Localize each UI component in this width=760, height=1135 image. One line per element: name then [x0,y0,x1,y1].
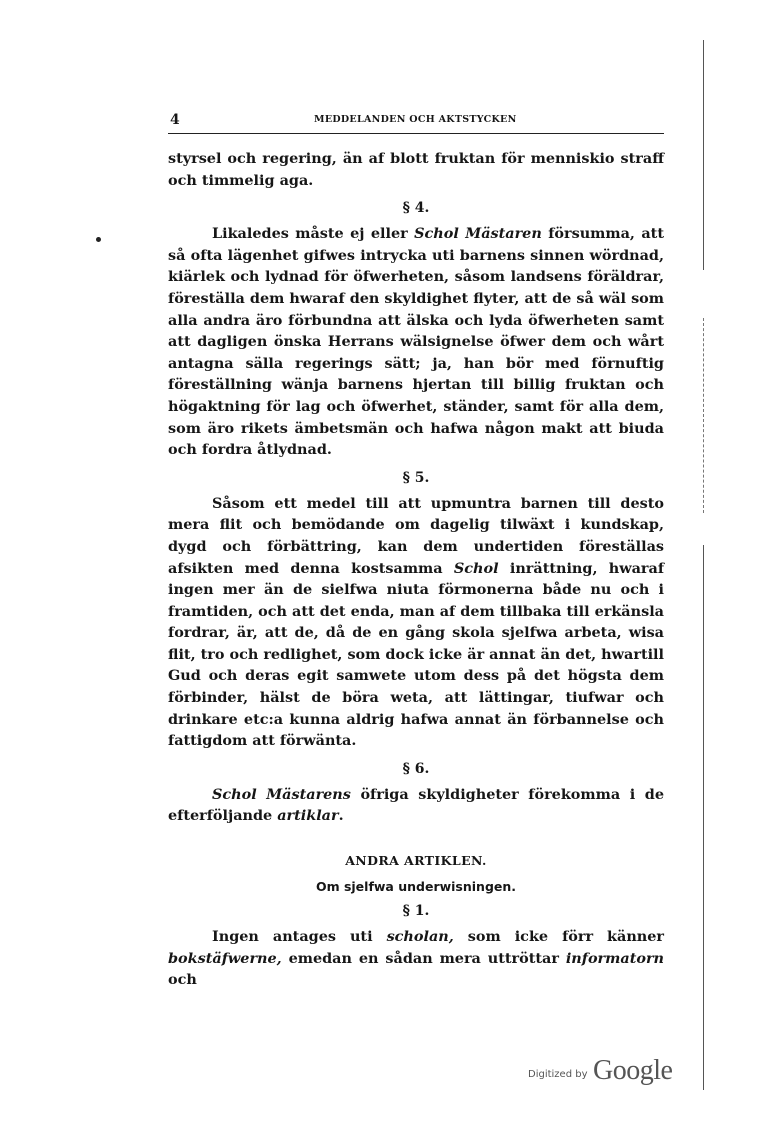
article-heading: ANDRA ARTIKLEN. [345,853,487,869]
scan-edge-line-dashed [703,318,704,513]
paragraph-intro: styrsel och regering, än af blott fruktan för menniskio straff och timmelig aga. [168,150,664,189]
article-section-1-heading: § 1. [402,903,430,920]
italic-term: scholan, [386,928,454,946]
page-number: 4 [170,112,180,128]
section-6-heading: § 6. [402,760,430,777]
page-header [168,112,664,132]
paragraph-section-6: Schol Mästarens öfriga skyldigheter förekomma i de efterföljande artiklar. [168,785,664,825]
margin-mark [96,237,101,242]
article-subheading: Om sjelfwa underwisningen. [315,879,517,895]
italic-term: Schol Mästaren [414,225,542,243]
paragraph-section-4: Likaledes måste ej eller Schol Mästaren försumma, att så ofta lägenhet gifwes intrycka uti barnens sinnen wördnad, kiärlek och lydnad för öfwerheten, såsom landsens föräldrar, föreställa dem hwaraf den skyldighet flyter, att de så wäl som alla andra äro förbundna att älska och lyda öfwerheten samt att dagligen önska Herrans wälsignelse öfwer dem och wårt antagna sälla regerings sätt; ja, han bör med förnuftig föreställning wänja barnens hjertan till billig fruktan och högaktning för lag och öfwerhet, ständer, samt för alla dem, som äro rikets ämbetsmän och hafwa någon makt att biuda och fordra åtlydnad. [168,225,664,459]
section-4-heading: § 4. [402,200,430,217]
watermark-prefix: Digitized by [528,1069,588,1080]
italic-term: artiklar [277,807,339,825]
scan-edge-line-lower [703,545,704,1090]
body-text [168,148,664,991]
running-title: MEDDELANDEN OCH AKTSTYCKEN [314,114,517,125]
paragraph-article-section-1: Ingen antages uti scholan, som icke förr känner bokstäfwerne, emedan en sådan mera uttröttar informatorn och [168,928,664,989]
section-5-heading: § 5. [402,469,430,486]
italic-term: bokstäfwerne, [168,949,282,967]
digitized-by-google-watermark [523,1055,693,1087]
header-rule [168,133,664,134]
italic-term: informatorn [565,949,664,967]
scan-edge-line [703,40,704,270]
italic-term: Schol [453,559,499,577]
google-logo: Google [593,1055,673,1086]
paragraph-section-5: Såsom ett medel till att upmuntra barnen till desto mera flit och bemödande om dagelig tilwäxt i kundskap, dygd och förbättring, kan dem undertiden föreställas afsikten med denna kostsamma Schol inrättning, hwaraf ingen mer än de sielfwa niuta förmonerna både nu och i framtiden, och att det enda, man af dem tillbaka till erkänsla fordrar, är, att de, då de en gång skola sjelfwa arbeta, wisa flit, tro och redlighet, som dock icke är annat än det, hwartill Gud och deras egit samwete utom dess på det högsta dem förbinder, hälst de böra weta, att lättingar, tiufwar och drinkare etc:a kunna aldrig hafwa annat än förbannelse och fattigdom att förwänta. [168,494,665,750]
italic-term: Schol Mästarens [212,785,351,803]
